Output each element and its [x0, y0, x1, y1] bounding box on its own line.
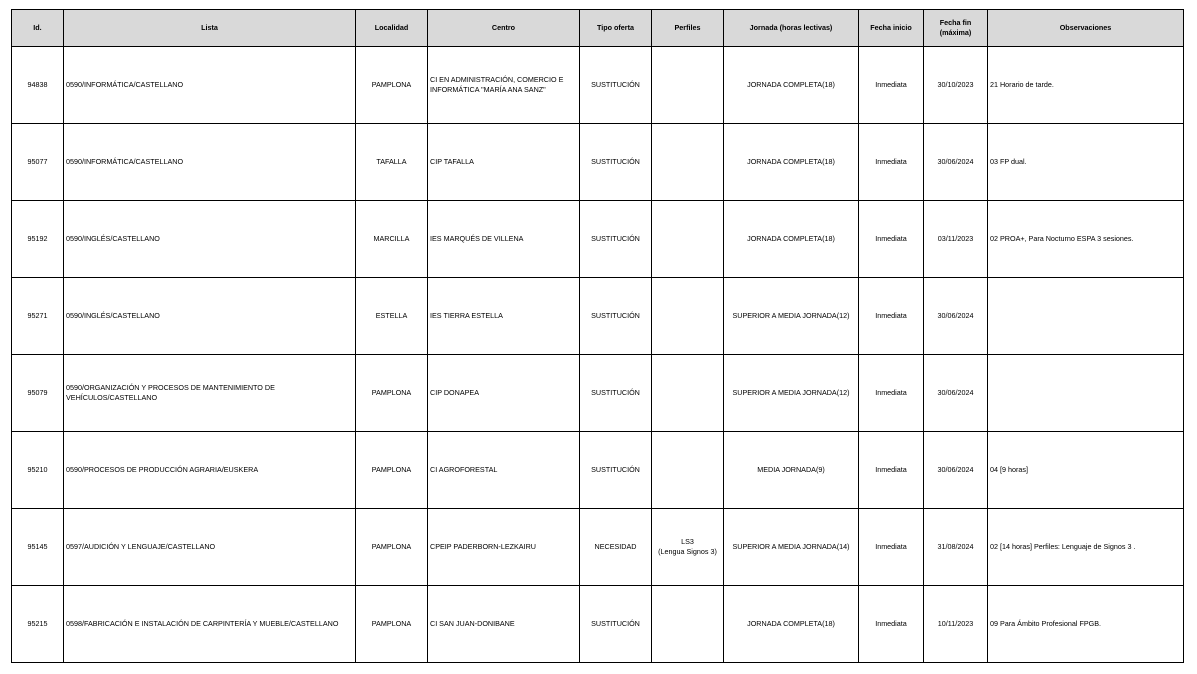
cell-observaciones: 03 FP dual. — [988, 124, 1184, 201]
cell-jornada: MEDIA JORNADA(9) — [724, 432, 859, 509]
cell-fecha-fin: 30/10/2023 — [924, 47, 988, 124]
table-row — [12, 586, 1184, 663]
cell-lista: 0590/PROCESOS DE PRODUCCIÓN AGRARIA/EUSKERA — [64, 432, 356, 509]
cell-fecha-inicio: Inmediata — [859, 278, 924, 355]
header-id: Id. — [12, 10, 64, 47]
cell-centro: CIP DONAPEA — [428, 355, 580, 432]
cell-jornada: SUPERIOR A MEDIA JORNADA(12) — [724, 278, 859, 355]
cell-centro: IES TIERRA ESTELLA — [428, 278, 580, 355]
cell-lista: 0590/INGLÉS/CASTELLANO — [64, 278, 356, 355]
cell-tipo-oferta: SUSTITUCIÓN — [580, 355, 652, 432]
header-perfiles: Perfiles — [652, 10, 724, 47]
cell-id: 95145 — [12, 509, 64, 586]
cell-observaciones — [988, 278, 1184, 355]
cell-centro: CIP TAFALLA — [428, 124, 580, 201]
cell-tipo-oferta: SUSTITUCIÓN — [580, 432, 652, 509]
cell-fecha-fin: 03/11/2023 — [924, 201, 988, 278]
cell-observaciones — [988, 355, 1184, 432]
cell-jornada: JORNADA COMPLETA(18) — [724, 124, 859, 201]
cell-centro: CI SAN JUAN-DONIBANE — [428, 586, 580, 663]
cell-perfiles — [652, 432, 724, 509]
header-lista: Lista — [64, 10, 356, 47]
cell-tipo-oferta: SUSTITUCIÓN — [580, 124, 652, 201]
table-row — [12, 432, 1184, 509]
cell-jornada: JORNADA COMPLETA(18) — [724, 201, 859, 278]
cell-localidad: ESTELLA — [356, 278, 428, 355]
cell-localidad: MARCILLA — [356, 201, 428, 278]
cell-lista: 0598/FABRICACIÓN E INSTALACIÓN DE CARPINTERÍA Y MUEBLE/CASTELLANO — [64, 586, 356, 663]
cell-centro: CI EN ADMINISTRACIÓN, COMERCIO E INFORMÁTICA "MARÍA ANA SANZ" — [428, 47, 580, 124]
cell-observaciones: 04 [9 horas] — [988, 432, 1184, 509]
cell-fecha-inicio: Inmediata — [859, 509, 924, 586]
cell-lista: 0597/AUDICIÓN Y LENGUAJE/CASTELLANO — [64, 509, 356, 586]
cell-id: 95271 — [12, 278, 64, 355]
cell-perfiles — [652, 201, 724, 278]
cell-perfiles: LS3 (Lengua Signos 3) — [652, 509, 724, 586]
cell-id: 95079 — [12, 355, 64, 432]
cell-localidad: PAMPLONA — [356, 355, 428, 432]
cell-perfiles — [652, 355, 724, 432]
cell-lista: 0590/INFORMÁTICA/CASTELLANO — [64, 124, 356, 201]
cell-fecha-fin: 30/06/2024 — [924, 124, 988, 201]
header-centro: Centro — [428, 10, 580, 47]
cell-observaciones: 02 PROA+, Para Nocturno ESPA 3 sesiones. — [988, 201, 1184, 278]
cell-id: 95215 — [12, 586, 64, 663]
table-row — [12, 355, 1184, 432]
cell-id: 95210 — [12, 432, 64, 509]
cell-fecha-inicio: Inmediata — [859, 124, 924, 201]
header-observaciones: Observaciones — [988, 10, 1184, 47]
cell-tipo-oferta: SUSTITUCIÓN — [580, 278, 652, 355]
cell-observaciones: 09 Para Ámbito Profesional FPGB. — [988, 586, 1184, 663]
cell-lista: 0590/ORGANIZACIÓN Y PROCESOS DE MANTENIMIENTO DE VEHÍCULOS/CASTELLANO — [64, 355, 356, 432]
header-fecha-inicio: Fecha inicio — [859, 10, 924, 47]
cell-id: 95192 — [12, 201, 64, 278]
header-fecha-fin: Fecha fin (máxima) — [924, 10, 988, 47]
cell-observaciones: 21 Horario de tarde. — [988, 47, 1184, 124]
cell-jornada: SUPERIOR A MEDIA JORNADA(12) — [724, 355, 859, 432]
cell-fecha-inicio: Inmediata — [859, 201, 924, 278]
cell-id: 94838 — [12, 47, 64, 124]
cell-fecha-fin: 30/06/2024 — [924, 432, 988, 509]
cell-tipo-oferta: SUSTITUCIÓN — [580, 47, 652, 124]
cell-jornada: JORNADA COMPLETA(18) — [724, 586, 859, 663]
cell-perfiles — [652, 278, 724, 355]
cell-perfiles — [652, 586, 724, 663]
cell-tipo-oferta: SUSTITUCIÓN — [580, 586, 652, 663]
offers-table — [11, 9, 1184, 663]
cell-fecha-fin: 10/11/2023 — [924, 586, 988, 663]
cell-fecha-inicio: Inmediata — [859, 432, 924, 509]
table-row — [12, 278, 1184, 355]
cell-localidad: PAMPLONA — [356, 47, 428, 124]
cell-localidad: TAFALLA — [356, 124, 428, 201]
table-row — [12, 509, 1184, 586]
cell-fecha-inicio: Inmediata — [859, 355, 924, 432]
cell-lista: 0590/INGLÉS/CASTELLANO — [64, 201, 356, 278]
cell-perfiles — [652, 47, 724, 124]
cell-localidad: PAMPLONA — [356, 509, 428, 586]
cell-observaciones: 02 [14 horas] Perfiles: Lenguaje de Signos 3 . — [988, 509, 1184, 586]
cell-perfiles — [652, 124, 724, 201]
header-localidad: Localidad — [356, 10, 428, 47]
cell-fecha-inicio: Inmediata — [859, 47, 924, 124]
cell-fecha-fin: 30/06/2024 — [924, 278, 988, 355]
cell-id: 95077 — [12, 124, 64, 201]
cell-fecha-inicio: Inmediata — [859, 586, 924, 663]
cell-centro: CPEIP PADERBORN-LEZKAIRU — [428, 509, 580, 586]
table-row — [12, 124, 1184, 201]
cell-tipo-oferta: NECESIDAD — [580, 509, 652, 586]
cell-jornada: JORNADA COMPLETA(18) — [724, 47, 859, 124]
header-jornada: Jornada (horas lectivas) — [724, 10, 859, 47]
header-tipo-oferta: Tipo oferta — [580, 10, 652, 47]
table-row — [12, 201, 1184, 278]
cell-centro: CI AGROFORESTAL — [428, 432, 580, 509]
cell-fecha-fin: 30/06/2024 — [924, 355, 988, 432]
cell-tipo-oferta: SUSTITUCIÓN — [580, 201, 652, 278]
cell-centro: IES MARQUÉS DE VILLENA — [428, 201, 580, 278]
header-row — [12, 10, 1184, 47]
cell-localidad: PAMPLONA — [356, 586, 428, 663]
cell-localidad: PAMPLONA — [356, 432, 428, 509]
table-row — [12, 47, 1184, 124]
cell-jornada: SUPERIOR A MEDIA JORNADA(14) — [724, 509, 859, 586]
cell-fecha-fin: 31/08/2024 — [924, 509, 988, 586]
cell-lista: 0590/INFORMÁTICA/CASTELLANO — [64, 47, 356, 124]
